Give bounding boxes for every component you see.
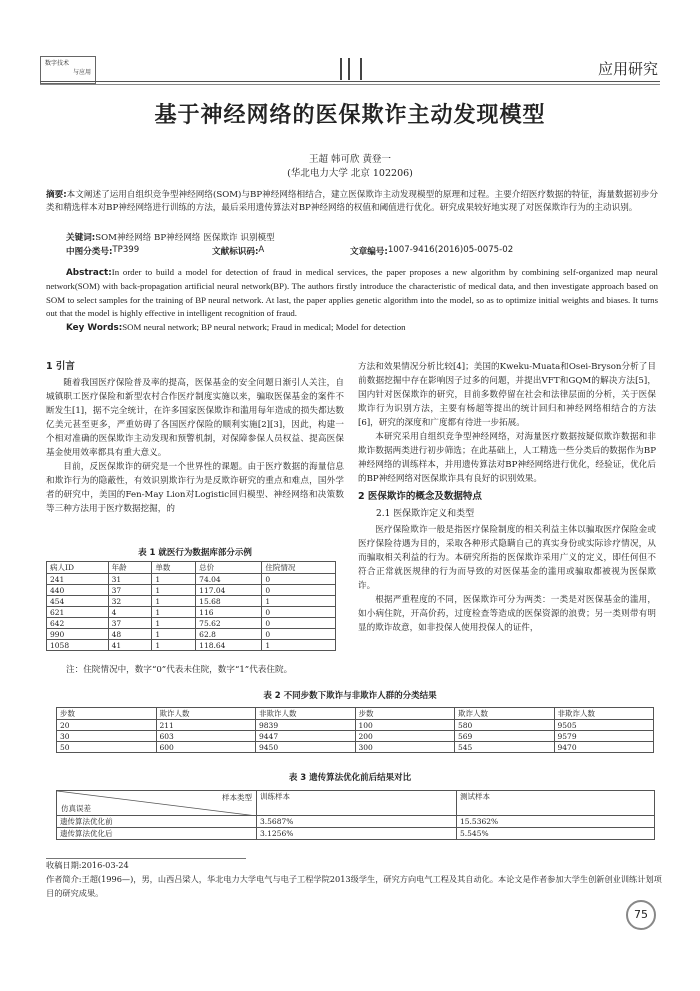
table1-cell: 440	[47, 585, 109, 596]
table2-cell: 300	[355, 742, 455, 753]
table3-cell: 3.5687%	[257, 816, 457, 828]
table1-cell: 0	[262, 607, 336, 618]
table2	[56, 707, 654, 753]
table2-cell: 9505	[554, 720, 654, 731]
author-bio-label: 作者简介:	[46, 874, 82, 884]
table1-cell: 15.68	[196, 596, 262, 607]
table1-row	[47, 618, 336, 629]
journal-logo	[40, 56, 96, 84]
table1-cell: 1	[152, 574, 196, 585]
table2-cell: 100	[355, 720, 455, 731]
table2-cell: 600	[156, 742, 256, 753]
table3-caption: 表 3 遗传算法优化前后结果对比	[288, 773, 412, 783]
table1-cell: 1	[152, 596, 196, 607]
table3-row	[57, 828, 655, 840]
article-no-label: 文章编号:	[350, 247, 388, 257]
table1-cell: 454	[47, 596, 109, 607]
footnote-received: 收稿日期:2016-03-24	[46, 860, 129, 870]
right-paragraph-3: 医疗保险欺诈一般是指医疗保险制度的相关利益主体以骗取医疗保险金或医疗保险待遇为目的，采取各种形式隐瞒自己的真实身份或实际诊疗情况，从而骗取相关利益的行为。本研究所指的医保欺诈采用广义的定义，即任何但不符合正常就医规律的行为而导致的对医保基金的滥用或骗取都被视为医保欺诈。	[358, 525, 656, 591]
table2-cell: 50	[57, 742, 157, 753]
right-paragraph-1: 方法和效果情况分析比较[4]；美国的Kweku-Muata和Osei-Bryson分析了目前数据挖掘中存在影响因子过多的问题，并提出VFT和GQM的解决方法[5]，国内针对医保欺诈的研究，目前多数停留在社会和法律层面的分析，关于医保欺诈行为识别方法，主要有杨超等提出的统计回归和神经网络相结合的方法[6]，研究的深度和广度都有待进一步拓展。	[358, 362, 656, 428]
table2-row	[57, 720, 654, 731]
table2-cell: 603	[156, 731, 256, 742]
clc-value: TP399	[112, 245, 140, 255]
table3-header-row	[57, 791, 655, 816]
table2-cell: 200	[355, 731, 455, 742]
table3-cell: 3.1256%	[257, 828, 457, 840]
footnote-author-bio	[46, 872, 666, 900]
section-label: 应用研究	[597, 60, 658, 78]
table1-cell: 990	[47, 629, 109, 640]
table1	[46, 561, 336, 651]
paper-authors: 王超 韩可欣 黄登一	[308, 154, 392, 165]
keywords-cn	[66, 232, 658, 245]
table2-header-row	[57, 708, 654, 720]
right-paragraph-2: 本研究采用自组织竞争型神经网络，对海量医疗数据按疑似欺诈数据和非欺诈数据两类进行初步筛选；在此基础上，人工精选一些分类后的数据作为BP神经网络的训练样本，并用遗传算法对BP神经网络进行优化，经验证，优化后的BP神经网络对医保欺诈具有良好的识别效果。	[358, 432, 656, 484]
table2-header-cell: 步数	[57, 708, 157, 720]
logo-line1: 数字技术	[45, 60, 70, 67]
table1-cell: 642	[47, 618, 109, 629]
table1-caption: 表 1 就医行为数据库部分示例	[138, 548, 252, 558]
paper-title: 基于神经网络的医保欺诈主动发现模型	[154, 102, 546, 128]
table1-cell: 31	[108, 574, 152, 585]
table1-cell: 4	[108, 607, 152, 618]
table3-row	[57, 816, 655, 828]
abstract-cn	[46, 189, 658, 215]
table1-cell: 75.62	[196, 618, 262, 629]
logo-line2: 与应用	[72, 69, 91, 76]
table2-cell: 9447	[256, 731, 356, 742]
table1-cell: 48	[108, 629, 152, 640]
header-rule	[40, 81, 660, 82]
table2-cell: 9450	[256, 742, 356, 753]
table1-cell: 62.8	[196, 629, 262, 640]
keywords-en-text: SOM neural network; BP neural network; Fraud in medical; Model for detection	[122, 322, 406, 332]
table1-row	[47, 629, 336, 640]
author-bio-text: 王超(1996—)，男，山西吕梁人，华北电力大学电气与电子工程学院2013级学生，研究方向电气工程及其自动化。本论文是作者参加大学生创新创业训练计划项目的研究成果。	[46, 874, 662, 898]
table3-cell: 15.5362%	[457, 816, 655, 828]
table1-cell: 116	[196, 607, 262, 618]
table3-corner-top: 样本类型	[222, 793, 252, 802]
table1-cell: 1	[152, 585, 196, 596]
table1-header-cell: 年龄	[108, 562, 152, 574]
table1-row	[47, 574, 336, 585]
table1-cell: 41	[108, 640, 152, 651]
table2-header-cell: 欺诈人数	[156, 708, 256, 720]
table1-cell: 0	[262, 618, 336, 629]
table3-cell: 遗传算法优化前	[57, 816, 257, 828]
table2-header-cell: 步数	[355, 708, 455, 720]
table1-cell: 1	[152, 629, 196, 640]
right-column	[358, 360, 656, 635]
table2-row	[57, 742, 654, 753]
doc-code-label: 文献标识码:	[212, 247, 259, 257]
table1-cell: 621	[47, 607, 109, 618]
table2-cell: 20	[57, 720, 157, 731]
table1-cell: 0	[262, 629, 336, 640]
abstract-en-label: Abstract:	[66, 268, 112, 278]
table1-cell: 37	[108, 585, 152, 596]
page-number: 75	[626, 900, 656, 930]
table3-col2: 测试样本	[457, 791, 655, 816]
header-separator	[340, 58, 366, 80]
table1-cell: 37	[108, 618, 152, 629]
table2-cell: 569	[455, 731, 555, 742]
keywords-cn-text: SOM神经网络 BP神经网络 医保欺诈 识别模型	[95, 233, 275, 243]
intro-paragraph-1: 随着我国医疗保险普及率的提高，医保基金的安全问题日渐引人关注，自城镇职工医疗保险和新型农村合作医疗制度实施以来，骗取医保基金的案件不断发生[1]，据不完全统计，在许多国家医保欺诈和滥用每年造成的损失都达数亿美元甚至更多，严重妨碍了各国医疗保险的顺利实施[2][3]，因此，构建一个相对准确的医保欺诈主动发现和预警机制，对保障参保人员权益、提高医保基金使用效率都具有重大意义。	[46, 378, 344, 458]
table2-header-cell: 非欺诈人数	[554, 708, 654, 720]
section-heading-intro: 1 引言	[46, 361, 75, 372]
table2-cell: 9839	[256, 720, 356, 731]
table3-col1: 训练样本	[257, 791, 457, 816]
table2-cell: 9579	[554, 731, 654, 742]
keywords-en-label: Key Words:	[66, 323, 123, 333]
table1-cell: 0	[262, 574, 336, 585]
section-heading-2: 2 医保欺诈的概念及数据特点	[358, 491, 482, 502]
table2-cell: 211	[156, 720, 256, 731]
table1-cell: 117.04	[196, 585, 262, 596]
table2-cell: 9470	[554, 742, 654, 753]
table1-header-cell: 总价	[196, 562, 262, 574]
keywords-en	[66, 321, 658, 335]
table2-cell: 580	[455, 720, 555, 731]
table2-header-cell: 非欺诈人数	[256, 708, 356, 720]
table2-cell: 30	[57, 731, 157, 742]
table1-cell: 32	[108, 596, 152, 607]
intro-paragraph-2: 目前，反医保欺诈的研究是一个世界性的课题。由于医疗数据的海量信息和欺诈行为的隐蔽性，有效识别欺诈行为是反欺诈研究的重点和难点，国外学者的研究中，美国的Fen-May Lion对Logistic回归模型、神经网络和决策数等三种方法用于医疗数据挖掘，的	[46, 462, 344, 514]
table1-cell: 241	[47, 574, 109, 585]
table1-row	[47, 585, 336, 596]
table1-header-cell: 病人ID	[47, 562, 109, 574]
keywords-cn-label: 关键词:	[66, 233, 96, 243]
table1-cell: 1	[152, 607, 196, 618]
table3-corner-cell	[57, 791, 257, 816]
table1-header-row	[47, 562, 336, 574]
table3-cell: 5.545%	[457, 828, 655, 840]
table3-cell: 遗传算法优化后	[57, 828, 257, 840]
table1-cell: 1	[152, 618, 196, 629]
table1-cell: 1	[262, 596, 336, 607]
table1-note: 注：住院情况中，数字“0”代表未住院，数字“1”代表住院。	[66, 665, 293, 675]
table2-row	[57, 731, 654, 742]
table1-header-cell: 住院情况	[262, 562, 336, 574]
abstract-cn-label: 摘要:	[46, 190, 67, 200]
table1-header-cell: 单数	[152, 562, 196, 574]
table1-cell: 118.64	[196, 640, 262, 651]
table2-header-cell: 欺诈人数	[455, 708, 555, 720]
table3-corner-bottom: 仿真误差	[61, 804, 91, 813]
table1-cell: 1	[152, 640, 196, 651]
abstract-en-text: In order to build a model for detection of fraud in medical services, the paper proposes a new algorithm by combining self-organized map neural network(SOM) with back-propagation artificial neural network(BP). The authors firstly introduce the characteristic of medical data, and then investigate approach based on SOM to select samples for the training of BP neural network. At last, the paper applies genetic algorithm into the model, so as to optimize initial weights and biases. It turns out that the model is highly effective in intelligent recognition of fraud.	[46, 267, 658, 319]
table1-cell: 1058	[47, 640, 109, 651]
table1-cell: 1	[262, 640, 336, 651]
clc-label: 中图分类号:	[66, 247, 113, 257]
paper-affiliation: (华北电力大学 北京 102206)	[287, 168, 413, 179]
abstract-cn-text: 本文阐述了运用自组织竞争型神经网络(SOM)与BP神经网络相结合，建立医保欺诈主动发现模型的原理和过程。主要介绍医疗数据的特征，海量数据初步分类和精选样本对BP神经网络进行训练的方法，最后采用遗传算法对BP神经网络的权值和阈值进行优化。研究成果较好地实现了对医保欺诈行为的主动识别。	[46, 190, 658, 213]
table1-row	[47, 640, 336, 651]
article-no-value: 1007-9416(2016)05-0075-02	[387, 245, 514, 255]
abstract-en	[46, 266, 658, 321]
table1-row	[47, 607, 336, 618]
left-column	[46, 360, 344, 516]
table3	[56, 790, 655, 840]
doc-code-value: A	[258, 245, 265, 255]
right-paragraph-4: 根据严重程度的不同，医保欺诈可分为两类：一类是对医保基金的滥用，如小病住院，开高价药，过度检查等造成的医保资源的浪费；另一类则带有明显的欺诈故意，如非投保人使用投保人的证件，	[358, 595, 656, 633]
table1-cell: 74.04	[196, 574, 262, 585]
table2-cell: 545	[455, 742, 555, 753]
table2-caption: 表 2 不同步数下欺诈与非欺诈人群的分类结果	[263, 691, 437, 701]
table1-cell: 0	[262, 585, 336, 596]
table1-row	[47, 596, 336, 607]
header-rule-secondary	[40, 84, 660, 85]
subsection-heading-2-1: 2.1 医保欺诈定义和类型	[376, 509, 475, 519]
